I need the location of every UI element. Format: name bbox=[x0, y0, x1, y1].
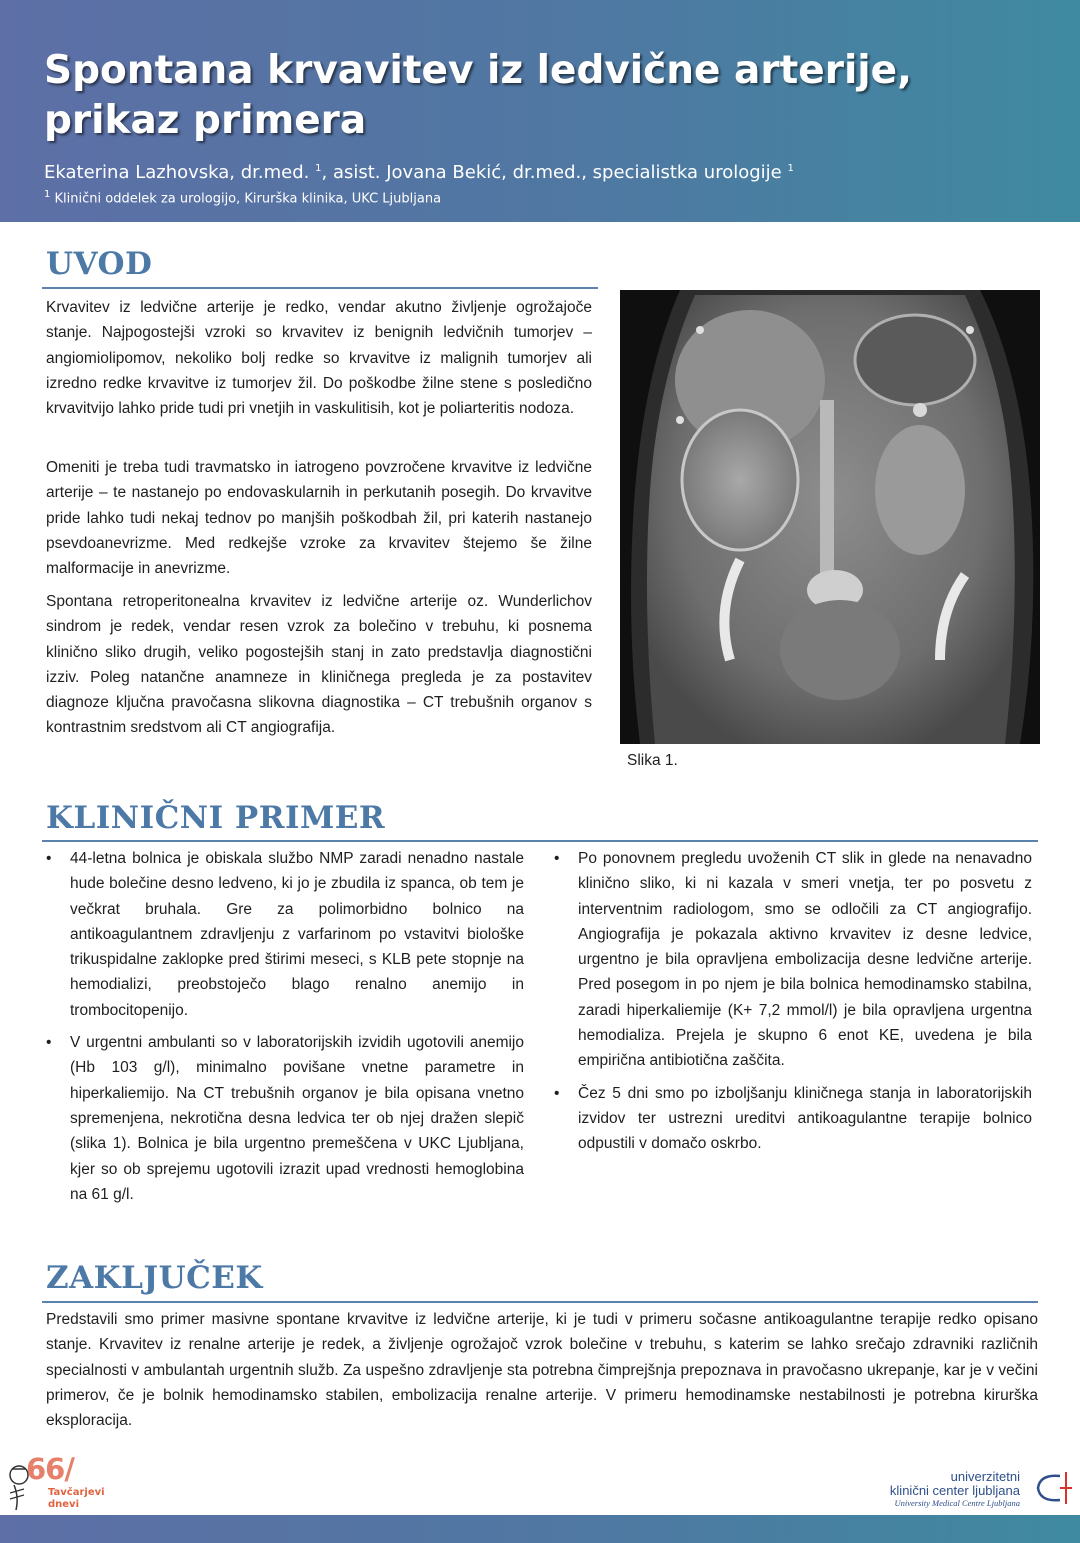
list-item: • V urgentni ambulanti so v laboratorijskih izvidih ugotovili anemijo (Hb 103 g/l), minimalno povišane vnetne parametre in hiperkaliemijo. Na CT trebušnih organov je bila opisana vnetno spremenjena, nekrotična desna ledvica ter ob njej dražen slepič (slika 1). Bolnica je bila urgentno premeščena v UKC Ljubljana, kjer so ob sprejemu ugotovili izrazit upad vrednosti hemoglobina na 61 g/l. bbox=[46, 1030, 524, 1207]
authors-line bbox=[44, 162, 794, 183]
event-logo-text-2: dnevi bbox=[48, 1499, 80, 1510]
uvod-heading: UVOD bbox=[46, 246, 153, 282]
uvod-paragraph-1: Krvavitev iz ledvične arterije je redko, vendar akutno življenje ogrožajoče stanje. Najpogostejši vzroki so krvavitev iz benignih ledvičnih tumorjev – angiomiolipomov, nekoliko bolj redke so krvavitve iz malignih tumorjev ali izredno redke krvavitve iz tumorjev žil. Do poškodbe žilne stene s posledično krvavitvijo lahko pride tudi pri vnetjih in vaskulitisih, kot je poliarteritis nodoza. bbox=[46, 299, 592, 418]
ukc-logo-mark-icon bbox=[1026, 1468, 1074, 1508]
footer-bar bbox=[0, 1515, 1080, 1543]
title-banner bbox=[0, 0, 1080, 222]
affiliation-mark: 1 bbox=[44, 189, 51, 200]
author-2: , asist. Jovana Bekić, dr.med., specialistka urologije bbox=[321, 162, 788, 183]
uvod-paragraph-2: Omeniti je treba tudi travmatsko in iatrogeno povzročene krvavitve iz ledvične arterije – te nastanejo po endovaskularnih in perkutanih posegih. Do krvavitve pride lahko tudi nekaj tednov po manjših poškodbah žil, pri katerih nastanejo psevdoanevrizme. Med redkejše vzroke za krvavitev štejemo še žilne malformacije in anevrizme. bbox=[46, 459, 592, 578]
list-item: • 44-letna bolnica je obiskala službo NMP zaradi nenadno nastale hude bolečine desno ledveno, ki jo je zbudila iz spanca, ob tem je večkrat bruhala. Gre za polimorbidno bolnico na antikoagulantnem zdravljenju z varfarinom po vstavitvi biološke trikuspidalne zaklopke pred štirimi meseci, s KLB pete stopnje na hemodializi, preobstoječo blago renalno anemijo in trombocitopenijo. bbox=[46, 846, 524, 1023]
ukc-logo-line-2: klinični center ljubljana bbox=[889, 1483, 1020, 1498]
poster-title: Spontana krvavitev iz ledvične arterije, prikaz primera bbox=[44, 48, 912, 143]
author-1: Ekaterina Lazhovska, dr.med. bbox=[44, 162, 316, 183]
uvod-paragraph-3: Spontana retroperitonealna krvavitev iz ledvične arterije oz. Wunderlichov sindrom je redek, vendar resen vzrok za bolečino v trebuhu, ki posnema klinično sliko drugih, veliko pogostejših stanj in zato predstavlja diagnostični izziv. Poleg natančne anamneze in kliničnega pregleda je za postavitev diagnoze ključna pravočasna slikovna diagnostika – CT trebušnih organov s kontrastnim sredstvom ali CT angiografija. bbox=[46, 593, 592, 737]
event-logo-number: 66/ bbox=[26, 1452, 74, 1486]
affiliation-text: Klinični oddelek za urologijo, Kirurška klinika, UKC Ljubljana bbox=[50, 191, 442, 207]
zakljucek-heading: ZAKLJUČEK bbox=[46, 1260, 263, 1296]
author-2-affiliation-mark: 1 bbox=[787, 163, 794, 174]
ct-scan-image bbox=[620, 290, 1040, 744]
klinicni-primer-heading: KLINIČNI PRIMER bbox=[46, 800, 386, 836]
affiliation-line bbox=[44, 189, 441, 206]
image-caption: Slika 1. bbox=[627, 752, 678, 769]
event-logo-text-1: Tavčarjevi bbox=[48, 1487, 105, 1498]
ukc-logo-line-1: univerzitetni bbox=[950, 1469, 1020, 1484]
list-item: • Čez 5 dni smo po izboljšanju kliničnega stanja in laboratorijskih izvidov ter ustrezni ureditvi antikoagulantne terapije bolnico odpustili v domačo oskrbo. bbox=[554, 1081, 1032, 1157]
klinicni-primer-right-list bbox=[554, 846, 1032, 1164]
list-item: • Po ponovnem pregledu uvoženih CT slik in glede na nenavadno klinično sliko, ki ni kazala v smeri vnetja, ter po posvetu z interventnim radiologom, smo se odločili za CT angiografijo. Angiografija je pokazala aktivno krvavitev iz desne ledvice, urgentno je bila opravljena embolizacija desne ledvične arterije. Pred posegom in po njem je bila bolnica hemodinamsko stabilna, zaradi hiperkaliemije (K+ 7,2 mmol/l) je bila opravljena urgentna hemodializa. Prejela je skupno 6 enot KE, uvedena je bila empirična antibiotična zaščita. bbox=[554, 846, 1032, 1074]
author-1-affiliation-mark: 1 bbox=[315, 163, 322, 174]
uvod-divider bbox=[42, 287, 598, 289]
zakljucek-divider bbox=[42, 1301, 1038, 1303]
ct-scan-drawing bbox=[620, 290, 1040, 744]
ukc-logo-line-3: University Medical Centre Ljubljana bbox=[894, 1498, 1020, 1508]
klinicni-primer-divider bbox=[42, 840, 1038, 842]
zakljucek-paragraph: Predstavili smo primer masivne spontane krvavitve iz ledvične arterije, ki je tudi v primeru sočasne antikoagulantne terapije redko opisano stanje. Krvavitev iz renalne arterije je redek, a življenje ogrožajoč vzrok bolečine v trebuhu, s katerim se lahko srečajo zdravniki različnih specialnosti v ambulantah urgentnih služb. Za uspešno zdravljenje sta potrebna čimprejšnja prepoznava in pravočasno ukrepanje, kar je v večini primerov, če je bolnik hemodinamsko stabilen, embolizacija renalne arterije. V primeru hemodinamske nestabilnosti je potrebna kirurška eksploracija. bbox=[46, 1311, 1038, 1430]
klinicni-primer-left-list bbox=[46, 846, 524, 1214]
